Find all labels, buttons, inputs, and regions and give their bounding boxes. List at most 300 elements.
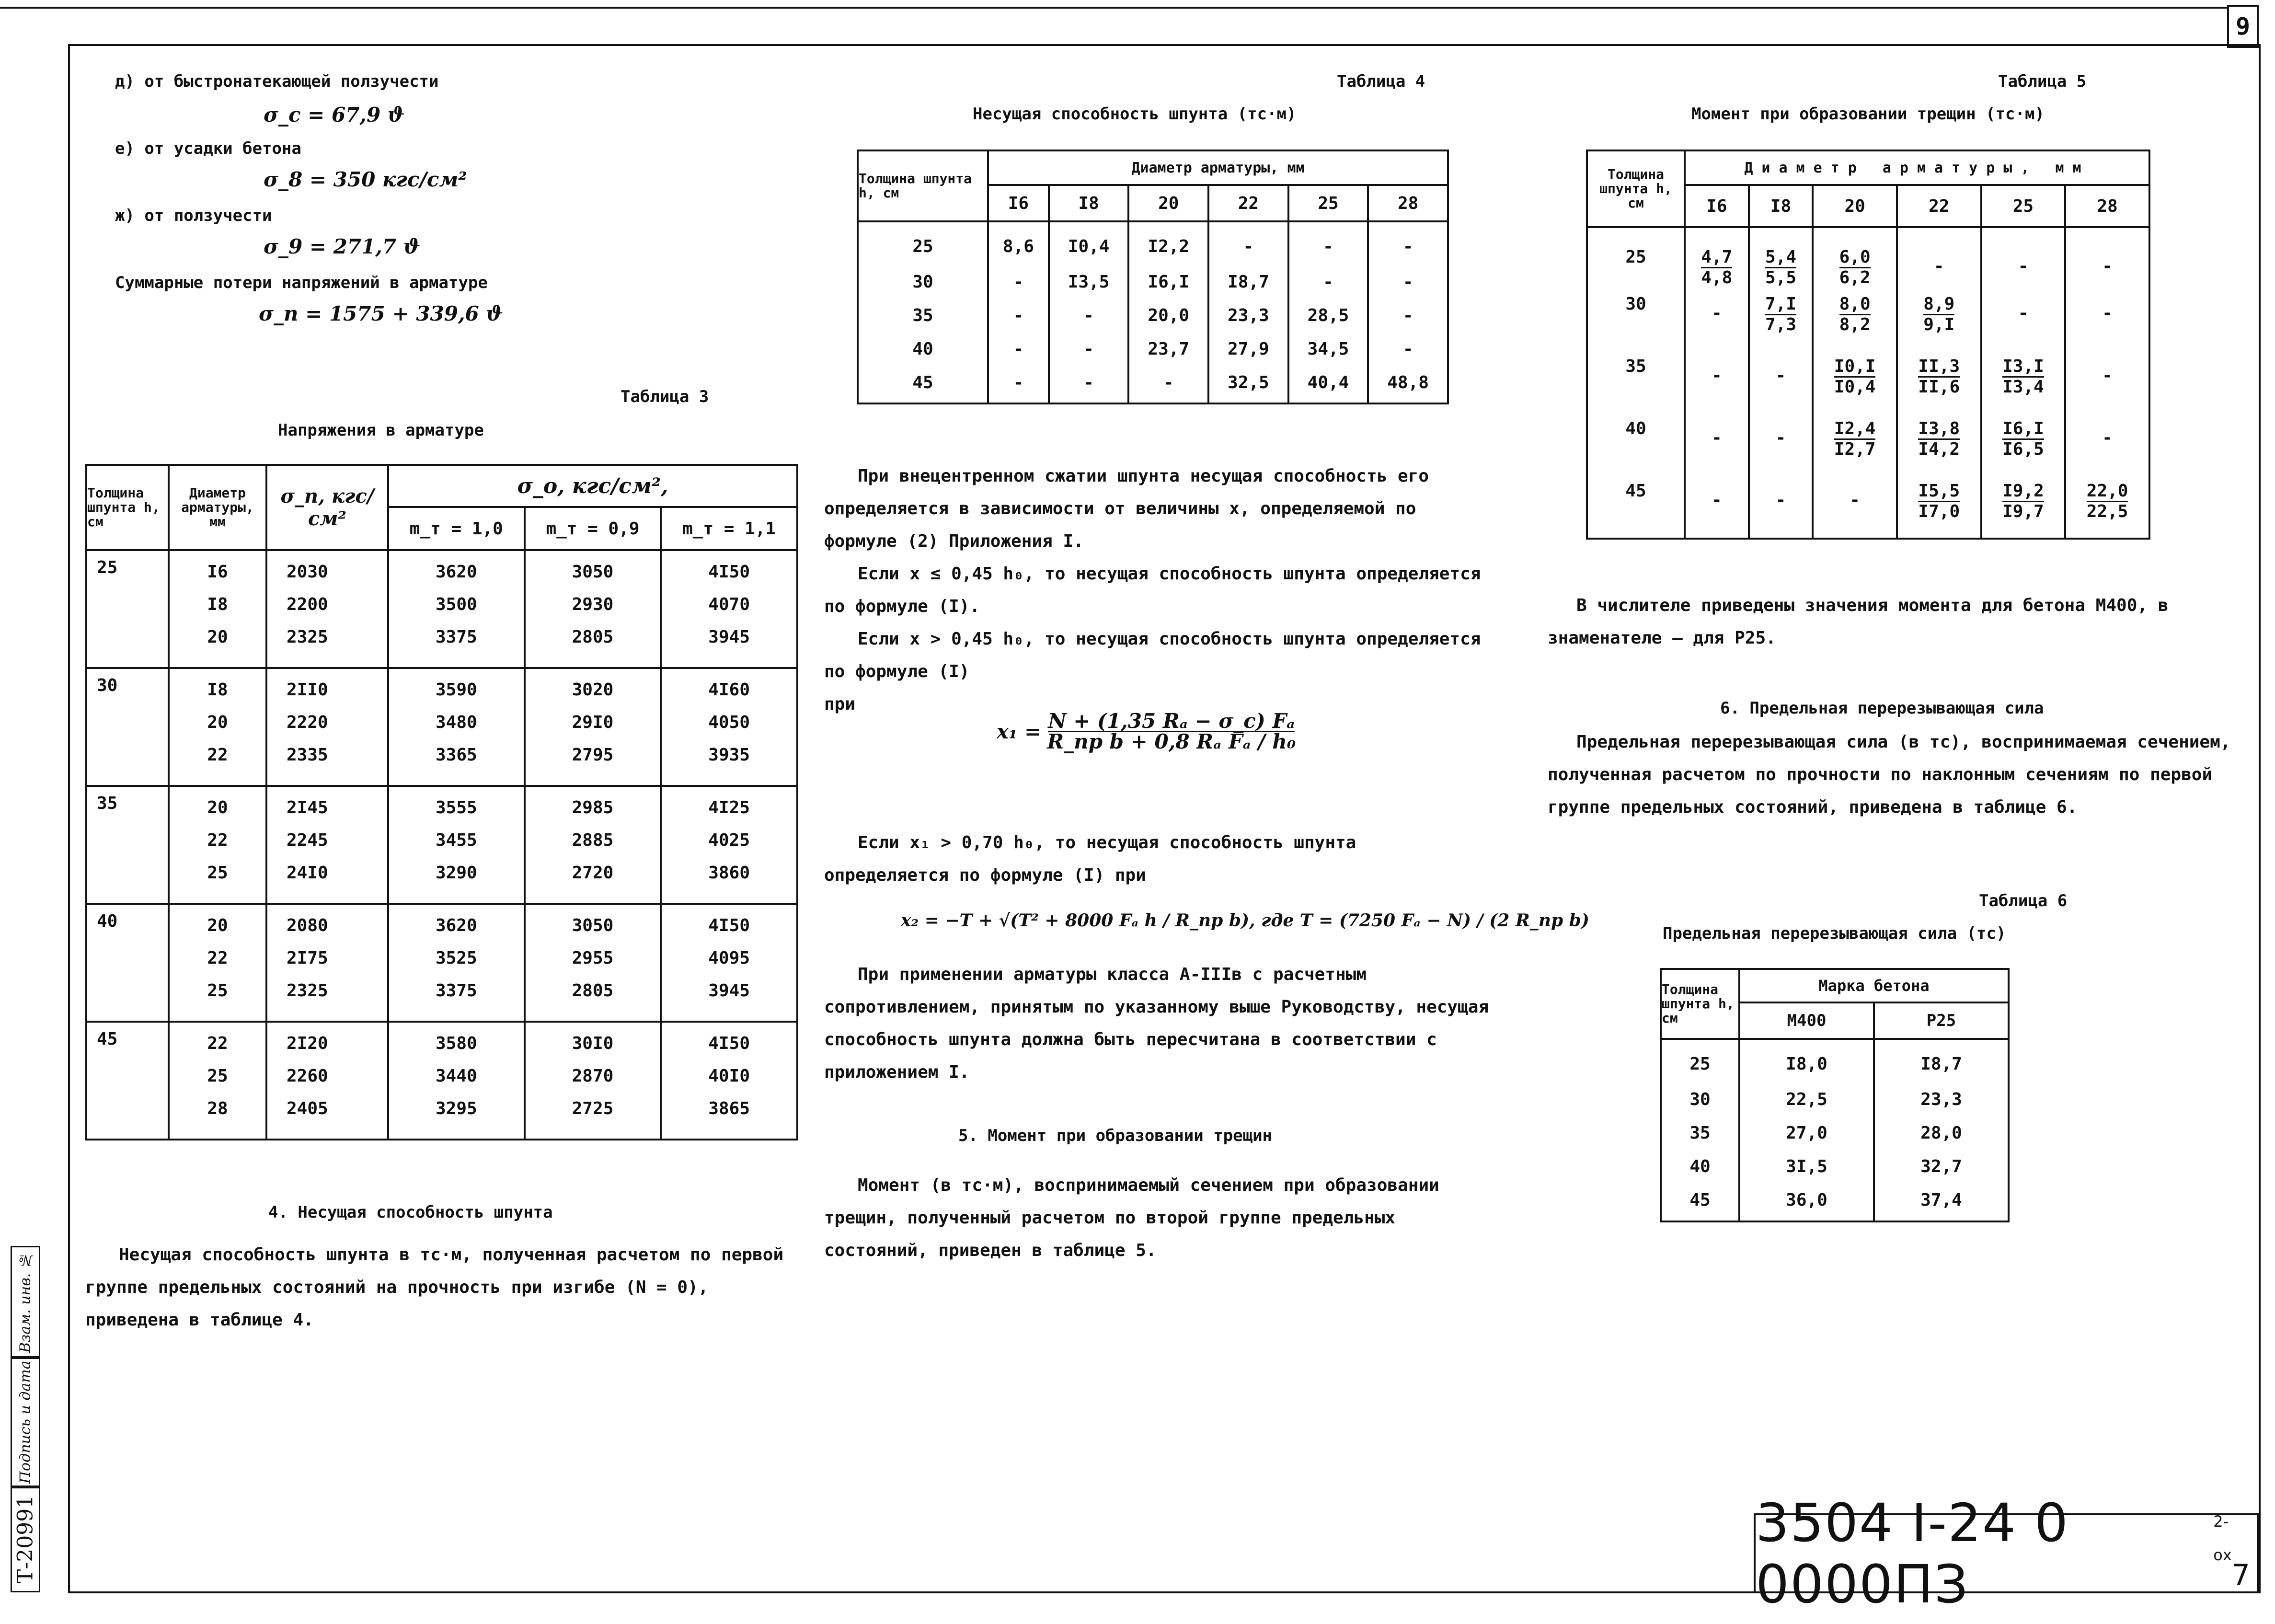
- table4-value: -: [1368, 303, 1448, 336]
- table3-m1: [388, 668, 525, 786]
- table3-m1: [388, 786, 525, 904]
- table4-thickness: 35: [858, 303, 988, 336]
- table3-row: [86, 904, 797, 1022]
- table3-m3-value: 3865: [708, 1099, 750, 1118]
- table3-diameter-value: I8: [207, 680, 228, 700]
- table3-m3-value: 40I0: [708, 1066, 750, 1086]
- table3-header-diameter: Диаметр арматуры, мм: [169, 465, 266, 550]
- table6-row: [1661, 1087, 2009, 1120]
- table5-dash: -: [2018, 303, 2029, 323]
- table3-m3-value: 3935: [708, 745, 750, 765]
- table3-diameter-value: 28: [207, 1099, 228, 1118]
- table3-header-thickness: Толщина шпунта h, см: [86, 465, 169, 550]
- table3-row: [86, 1022, 797, 1140]
- table4-thickness: 25: [858, 221, 988, 269]
- table5-fraction: [1765, 295, 1796, 334]
- table5-value: [1685, 227, 1749, 289]
- table5-denominator-p25: II,6: [1918, 377, 1960, 397]
- section5-title: 5. Момент при образовании трещин: [958, 1126, 1273, 1145]
- table4-thickness: 30: [858, 269, 988, 303]
- table5-numerator-m400: 22,0: [2087, 482, 2128, 502]
- side-stamp-vzam: Взам. инв. №: [11, 1246, 40, 1359]
- table4-value: -: [1128, 370, 1208, 403]
- table3-m3-value: 4095: [708, 948, 750, 968]
- table5-value: [1749, 476, 1813, 539]
- table5-fraction: [1918, 419, 1960, 459]
- table5-value: [1813, 227, 1897, 289]
- table6-thickness: 30: [1661, 1087, 1739, 1120]
- table3-sigma-n-value: 2II0: [287, 680, 328, 700]
- table4-header-d: I6: [988, 185, 1049, 221]
- table6-thickness: 25: [1661, 1039, 1739, 1087]
- table4-value: -: [1288, 269, 1368, 303]
- table5-value: [1749, 414, 1813, 476]
- table3-sigma-n-value: 2I45: [287, 798, 328, 818]
- table3-diameter: [169, 786, 266, 904]
- table5-fraction: [1918, 357, 1960, 397]
- loss-item-zh-label: ж) от ползучести: [115, 206, 272, 225]
- paragraph-eccentric: При внецентренном сжатии шпунта несущая способность его определяется в зависимости от величины x, определяемой по формуле (2) Приложения I.: [824, 466, 1429, 551]
- table3-sigma-n: [266, 786, 388, 904]
- table5-row: [1587, 227, 2149, 289]
- table3-diameter-value: 22: [207, 830, 228, 850]
- table3-m3-value: 4I60: [708, 680, 750, 700]
- table3-m1-value: 3500: [435, 595, 477, 614]
- table3-diameter: [169, 668, 266, 786]
- table4-value: 23,3: [1208, 303, 1288, 336]
- table6-header-thickness: Толщина шпунта h, см: [1661, 969, 1739, 1039]
- table5-fraction: [1918, 482, 1960, 521]
- table3-diameter-value: 20: [207, 798, 228, 818]
- table3-m1-value: 3620: [435, 562, 477, 582]
- table5-denominator-p25: 22,5: [2086, 502, 2128, 521]
- table3-m3-value: 3945: [708, 981, 750, 1001]
- table6-header-p25: Р25: [1874, 1002, 2009, 1039]
- table3-m2: [525, 786, 661, 904]
- loss-item-d-formula: σ_с = 67,9 ϑ: [264, 103, 405, 127]
- table6-row: [1661, 1120, 2009, 1154]
- table4-value: 32,5: [1208, 370, 1288, 403]
- table3-m3: [661, 904, 797, 1022]
- table5-numerator-m400: I2,4: [1834, 419, 1876, 440]
- table5-value: [2065, 227, 2149, 289]
- table3-m3-value: 4070: [708, 595, 750, 614]
- table5-thickness: 45: [1587, 476, 1685, 539]
- table5-numerator-m400: I5,5: [1918, 482, 1960, 502]
- table5-header-thickness: Толщина шпунта h, см: [1587, 150, 1685, 227]
- table4-title: Несущая способность шпунта (тс·м): [973, 104, 1297, 124]
- table5-dash: -: [2102, 303, 2113, 323]
- table5-numerator-m400: 7,I: [1765, 295, 1796, 315]
- total-losses-formula: σ_п = 1575 + 339,6 ϑ: [259, 302, 504, 325]
- table5-value: [1749, 352, 1813, 414]
- table6-row: [1661, 1154, 2009, 1187]
- table3-m2-value: 2885: [572, 830, 614, 850]
- table3-m3: [661, 668, 797, 786]
- table3-m3-value: 4025: [708, 830, 750, 850]
- table3-m1: [388, 550, 525, 668]
- table5-value: [1685, 414, 1749, 476]
- table3-sigma-n-value: 2200: [287, 595, 328, 614]
- table3-thickness: 30: [86, 668, 169, 786]
- table4-thickness: 40: [858, 336, 988, 370]
- table4-row: [858, 269, 1448, 303]
- table3-sigma-n-value: 2405: [287, 1099, 328, 1118]
- table5-denominator-p25: I6,5: [2002, 439, 2044, 459]
- table4-value: -: [1288, 221, 1368, 269]
- table6-m400: I8,0: [1739, 1039, 1874, 1087]
- table3-m3-value: 4I25: [708, 798, 750, 818]
- table4-value: -: [1049, 336, 1129, 370]
- table3-row: [86, 550, 797, 668]
- table3-m2-value: 2985: [572, 798, 614, 818]
- table5-number: Таблица 5: [1998, 72, 2087, 91]
- table5-denominator-p25: 9,I: [1923, 315, 1955, 334]
- table3-m1-value: 3290: [435, 863, 477, 883]
- formula-x2: x₂ = −T + √(T² + 8000 Fₐ h / R_пр b), где T = (7250 Fₐ − N) / (2 R_пр b): [901, 910, 1589, 931]
- table5-denominator-p25: I4,2: [1918, 439, 1960, 459]
- table5-thickness: 25: [1587, 227, 1685, 289]
- table3-m2-value: 2725: [572, 1099, 614, 1118]
- table5-fraction: [2087, 482, 2128, 521]
- table5: [1586, 150, 2150, 540]
- table6-p25: 23,3: [1874, 1087, 2009, 1120]
- table5-numerator-m400: I9,2: [2002, 482, 2044, 502]
- paragraph-x1-greater: Если x₁ > 0,70 h₀, то несущая способность шпунта определяется по формуле (I) при: [824, 833, 1356, 885]
- table5-fraction: [2002, 357, 2044, 397]
- table3-m2-value: 30I0: [572, 1034, 614, 1053]
- table3-sigma-n-value: 2I20: [287, 1034, 328, 1053]
- table3-m3: [661, 550, 797, 668]
- table3-sigma-n: [266, 904, 388, 1022]
- table4-value: 28,5: [1288, 303, 1368, 336]
- table4: [857, 150, 1449, 404]
- table4-value: 40,4: [1288, 370, 1368, 403]
- table5-numerator-m400: I3,8: [1918, 419, 1960, 440]
- table5-dash: -: [2018, 256, 2029, 276]
- table4-value: I3,5: [1049, 269, 1129, 303]
- table5-fraction: [1834, 357, 1876, 397]
- table5-thickness: 40: [1587, 414, 1685, 476]
- table3-thickness: 25: [86, 550, 169, 668]
- table5-value: [1897, 227, 1981, 289]
- table3-row: [86, 786, 797, 904]
- table3-title: Напряжения в арматуре: [278, 421, 484, 440]
- table3-sigma-n-value: 2220: [287, 713, 328, 732]
- table3-sigma-n-value: 2260: [287, 1066, 328, 1086]
- table5-dash: -: [2102, 428, 2113, 448]
- table3-sigma-n-value: 2245: [287, 830, 328, 850]
- table5-header-d: 20: [1813, 185, 1897, 227]
- table6-m400: 36,0: [1739, 1187, 1874, 1221]
- table5-value: [1981, 289, 2066, 352]
- table6-thickness: 40: [1661, 1154, 1739, 1187]
- table3-header-m1: m_т = 1,0: [388, 507, 525, 550]
- table5-header-diameter: Диаметр арматуры, мм: [1685, 150, 2149, 185]
- table3-sigma-n: [266, 1022, 388, 1140]
- table5-value: [1813, 476, 1897, 539]
- table3-m2-value: 2720: [572, 863, 614, 883]
- table3-m1-value: 3590: [435, 680, 477, 700]
- table4-value: I8,7: [1208, 269, 1288, 303]
- table3-m3-value: 3945: [708, 627, 750, 647]
- table3-m2-value: 2870: [572, 1066, 614, 1086]
- table3-diameter-value: 22: [207, 1034, 228, 1053]
- table5-value: [2065, 352, 2149, 414]
- table5-fraction: [1839, 248, 1871, 288]
- table3-m2: [525, 550, 661, 668]
- table5-value: [1897, 476, 1981, 539]
- table4-row: [858, 221, 1448, 269]
- table5-denominator-p25: I9,7: [2002, 502, 2044, 521]
- table3-m1-value: 3375: [435, 627, 477, 647]
- loss-item-e-formula: σ_8 = 350 кгс/см²: [264, 168, 467, 191]
- table6-header-m400: М400: [1739, 1002, 1874, 1039]
- loss-item-zh-formula: σ_9 = 271,7 ϑ: [264, 235, 421, 258]
- table5-row: [1587, 289, 2149, 352]
- table5-denominator-p25: I7,0: [1918, 502, 1960, 521]
- table4-value: 34,5: [1288, 336, 1368, 370]
- table6-m400: 22,5: [1739, 1087, 1874, 1120]
- table3-header-m2: m_т = 0,9: [525, 507, 661, 550]
- document-code: 3504 I-24 0 0000ПЗ: [1756, 1492, 2069, 1615]
- table4-value: 8,6: [988, 221, 1049, 269]
- table5-fraction: [2002, 419, 2044, 459]
- table5-header-d: 28: [2065, 185, 2149, 227]
- table3-sigma-n: [266, 550, 388, 668]
- table3-diameter: [169, 550, 266, 668]
- table5-numerator-m400: 6,0: [1839, 248, 1871, 268]
- table5-denominator-p25: 5,5: [1765, 268, 1796, 288]
- total-losses-label: Суммарные потери напряжений в арматуре: [115, 273, 488, 292]
- table5-numerator-m400: I6,I: [2002, 419, 2044, 440]
- table4-value: -: [988, 336, 1049, 370]
- table3-diameter: [169, 1022, 266, 1140]
- table4-value: I6,I: [1128, 269, 1208, 303]
- table5-denominator-p25: 7,3: [1765, 315, 1796, 334]
- table4-header-d: 20: [1128, 185, 1208, 221]
- paragraph-class-a-iiiv: При применении арматуры класса А-IIIв с расчетным сопротивлением, принятым по указанному выше Руководству, несущая способность шпунта должна быть пересчитана в соответствии с приложением I.: [824, 965, 1489, 1082]
- table4-value: -: [1368, 269, 1448, 303]
- table3-sigma-n-value: 2030: [287, 562, 328, 582]
- table5-dash: -: [1711, 366, 1722, 385]
- table3-diameter-value: 22: [207, 745, 228, 765]
- table3-m2: [525, 1022, 661, 1140]
- table4-value: -: [1368, 336, 1448, 370]
- table5-value: [1981, 476, 2066, 539]
- table4-header-d: 25: [1288, 185, 1368, 221]
- table3-m1-value: 3620: [435, 916, 477, 935]
- table3-m3-value: 4050: [708, 713, 750, 732]
- table3-m1-value: 3365: [435, 745, 477, 765]
- table3-m1-value: 3580: [435, 1034, 477, 1053]
- table3-thickness: 45: [86, 1022, 169, 1140]
- table3-m3: [661, 1022, 797, 1140]
- table5-dash: -: [1711, 428, 1722, 448]
- table5-numerator-m400: I3,I: [2002, 357, 2044, 378]
- table4-value: 27,9: [1208, 336, 1288, 370]
- table5-value: [1685, 289, 1749, 352]
- table5-value: [1685, 476, 1749, 539]
- table5-header-d: 22: [1897, 185, 1981, 227]
- table3-sigma-n-value: 2335: [287, 745, 328, 765]
- table5-value: [2065, 476, 2149, 539]
- table5-value: [1813, 414, 1897, 476]
- table5-thickness: 35: [1587, 352, 1685, 414]
- table4-header-diameter: Диаметр арматуры, мм: [988, 150, 1448, 185]
- table5-denominator-p25: 8,2: [1839, 315, 1871, 334]
- section5-text: Момент (в тс·м), воспринимаемый сечением при образовании трещин, полученный расчетом по второй группе предельных состояний, приведен в таблице 5.: [824, 1175, 1439, 1260]
- table6-p25: 28,0: [1874, 1120, 2009, 1154]
- table5-dash: -: [1933, 256, 1944, 276]
- table3-diameter-value: 25: [207, 1066, 228, 1086]
- table4-value: -: [1368, 221, 1448, 269]
- table4-header-d: 28: [1368, 185, 1448, 221]
- table3-diameter-value: 22: [207, 948, 228, 968]
- table6-thickness: 35: [1661, 1120, 1739, 1154]
- table5-fraction: [1701, 248, 1732, 288]
- table4-value: I2,2: [1128, 221, 1208, 269]
- table4-thickness: 45: [858, 370, 988, 403]
- table3-thickness: 35: [86, 786, 169, 904]
- table3-m2-value: 3050: [572, 916, 614, 935]
- table5-fraction: [1834, 419, 1876, 459]
- table6-p25: 37,4: [1874, 1187, 2009, 1221]
- table4-row: [858, 336, 1448, 370]
- table3-m1-value: 3555: [435, 798, 477, 818]
- table3-row: [86, 668, 797, 786]
- table5-value: [1897, 414, 1981, 476]
- table4-value: -: [1208, 221, 1288, 269]
- side-stamp-inv: Т-20991: [11, 1486, 40, 1592]
- table3-header-sigma-n: σ_n, кгс/см²: [266, 465, 388, 550]
- table5-numerator-m400: 4,7: [1701, 248, 1732, 268]
- table6-thickness: 45: [1661, 1187, 1739, 1221]
- table4-value: -: [1049, 370, 1129, 403]
- table3-diameter-value: 20: [207, 713, 228, 732]
- table5-value: [1813, 289, 1897, 352]
- table3-header-m3: m_т = 1,1: [661, 507, 797, 550]
- table5-dash: -: [1850, 490, 1860, 510]
- table5-row: [1587, 414, 2149, 476]
- table3-diameter-value: 25: [207, 981, 228, 1001]
- table5-fraction: [1765, 248, 1796, 288]
- table4-header-d: 22: [1208, 185, 1288, 221]
- page-number-box: [2227, 5, 2259, 48]
- table3-m3-value: 3860: [708, 863, 750, 883]
- table5-dash: -: [2102, 366, 2113, 385]
- table5-denominator-p25: I3,4: [2002, 377, 2044, 397]
- table3-sigma-n: [266, 668, 388, 786]
- table4-value: -: [988, 370, 1049, 403]
- table3-m1-value: 3455: [435, 830, 477, 850]
- loss-item-d-label: д) от быстронатекающей ползучести: [115, 72, 439, 91]
- table6-row: [1661, 1039, 2009, 1087]
- table3-number: Таблица 3: [620, 387, 709, 406]
- table5-value: [1749, 289, 1813, 352]
- table4-number: Таблица 4: [1337, 72, 1425, 91]
- table4-value: 23,7: [1128, 336, 1208, 370]
- table3-diameter-value: I6: [207, 562, 228, 582]
- table5-numerator-m400: II,3: [1918, 357, 1960, 378]
- top-rule: [0, 7, 2228, 9]
- table6-m400: 27,0: [1739, 1120, 1874, 1154]
- table6-header-brand: Марка бетона: [1739, 969, 2009, 1002]
- table3-m2-value: 2930: [572, 595, 614, 614]
- table3-sigma-n-value: 2080: [287, 916, 328, 935]
- table5-value: [1813, 352, 1897, 414]
- table5-denominator-p25: 6,2: [1839, 268, 1871, 288]
- table3-m2: [525, 904, 661, 1022]
- table5-value: [2065, 289, 2149, 352]
- paragraph-if-less: Если x ≤ 0,45 h₀, то несущая способность шпунта определяется по формуле (I).: [824, 564, 1481, 616]
- section4-text: Несущая способность шпунта в тс·м, полученная расчетом по первой группе предельных состояний на прочность при изгибе (N = 0), приведена в таблице 4.: [85, 1245, 784, 1330]
- loss-item-e-label: е) от усадки бетона: [115, 139, 301, 158]
- table5-dash: -: [1711, 490, 1722, 510]
- table5-header-d: I6: [1685, 185, 1749, 227]
- table6: [1660, 968, 2010, 1222]
- table3-thickness: 40: [86, 904, 169, 1022]
- table5-numerator-m400: 8,0: [1839, 295, 1871, 315]
- table3-diameter-value: I8: [207, 595, 228, 614]
- table5-dash: -: [2102, 256, 2113, 276]
- table5-value: [1897, 352, 1981, 414]
- table3-m3-value: 4I50: [708, 1034, 750, 1053]
- table5-dash: -: [1775, 366, 1786, 385]
- table5-value: [1981, 227, 2066, 289]
- table5-fraction: [1923, 295, 1954, 334]
- table3-m2-value: 29I0: [572, 713, 614, 732]
- table5-value: [1981, 414, 2066, 476]
- table3-m2-value: 3050: [572, 562, 614, 582]
- table3-sigma-n-value: 2I75: [287, 948, 328, 968]
- table3-m2-value: 2805: [572, 627, 614, 647]
- table6-row: [1661, 1187, 2009, 1221]
- table6-number: Таблица 6: [1979, 891, 2068, 910]
- table4-value: 48,8: [1368, 370, 1448, 403]
- formula-x1: x₁ = $\frac{\text{N + (1,35 Rₐ − σ\_с) Fₐ}}{\text{R\_пр b + 0,8 Rₐ Fₐ / h₀}}$: [997, 709, 1296, 753]
- table5-denominator-p25: I2,7: [1834, 439, 1876, 459]
- table5-fraction: [2002, 482, 2044, 521]
- table5-value: [1749, 227, 1813, 289]
- section6-text: Предельная перерезывающая сила (в тс), воспринимаемая сечением, полученная расчетом по прочности по наклонным сечениям по первой группе предельных состояний, приведена в таблице 6.: [1548, 732, 2231, 817]
- table5-fraction: [1839, 295, 1871, 334]
- table5-value: [1981, 352, 2066, 414]
- table5-note: В числителе приведены значения момента для бетона М400, в знаменателе – для Р25.: [1548, 596, 2169, 648]
- table5-dash: -: [1775, 490, 1786, 510]
- table5-row: [1587, 352, 2149, 414]
- table5-dash: -: [1711, 303, 1722, 323]
- table4-value: -: [988, 303, 1049, 336]
- table5-header-d: I8: [1749, 185, 1813, 227]
- side-stamp-sign: Подпись и дата: [11, 1356, 40, 1488]
- table3-sigma-n-value: 2325: [287, 981, 328, 1001]
- table5-denominator-p25: 4,8: [1701, 268, 1733, 288]
- table4-value: -: [1049, 303, 1129, 336]
- table3-m2-value: 2955: [572, 948, 614, 968]
- table3-sigma-n-value: 24I0: [287, 863, 328, 883]
- table3-m3-value: 4I50: [708, 562, 750, 582]
- table6-p25: 32,7: [1874, 1154, 2009, 1187]
- table3-m1-value: 3525: [435, 948, 477, 968]
- table6-p25: I8,7: [1874, 1039, 2009, 1087]
- table3-header-sigma-o: σ_о, кгс/см²,: [388, 465, 797, 507]
- table4-header-d: I8: [1049, 185, 1129, 221]
- paragraph-at: при: [824, 694, 856, 714]
- table3-m2-value: 2805: [572, 981, 614, 1001]
- table4-value: I0,4: [1049, 221, 1129, 269]
- table5-denominator-p25: I0,4: [1834, 377, 1876, 397]
